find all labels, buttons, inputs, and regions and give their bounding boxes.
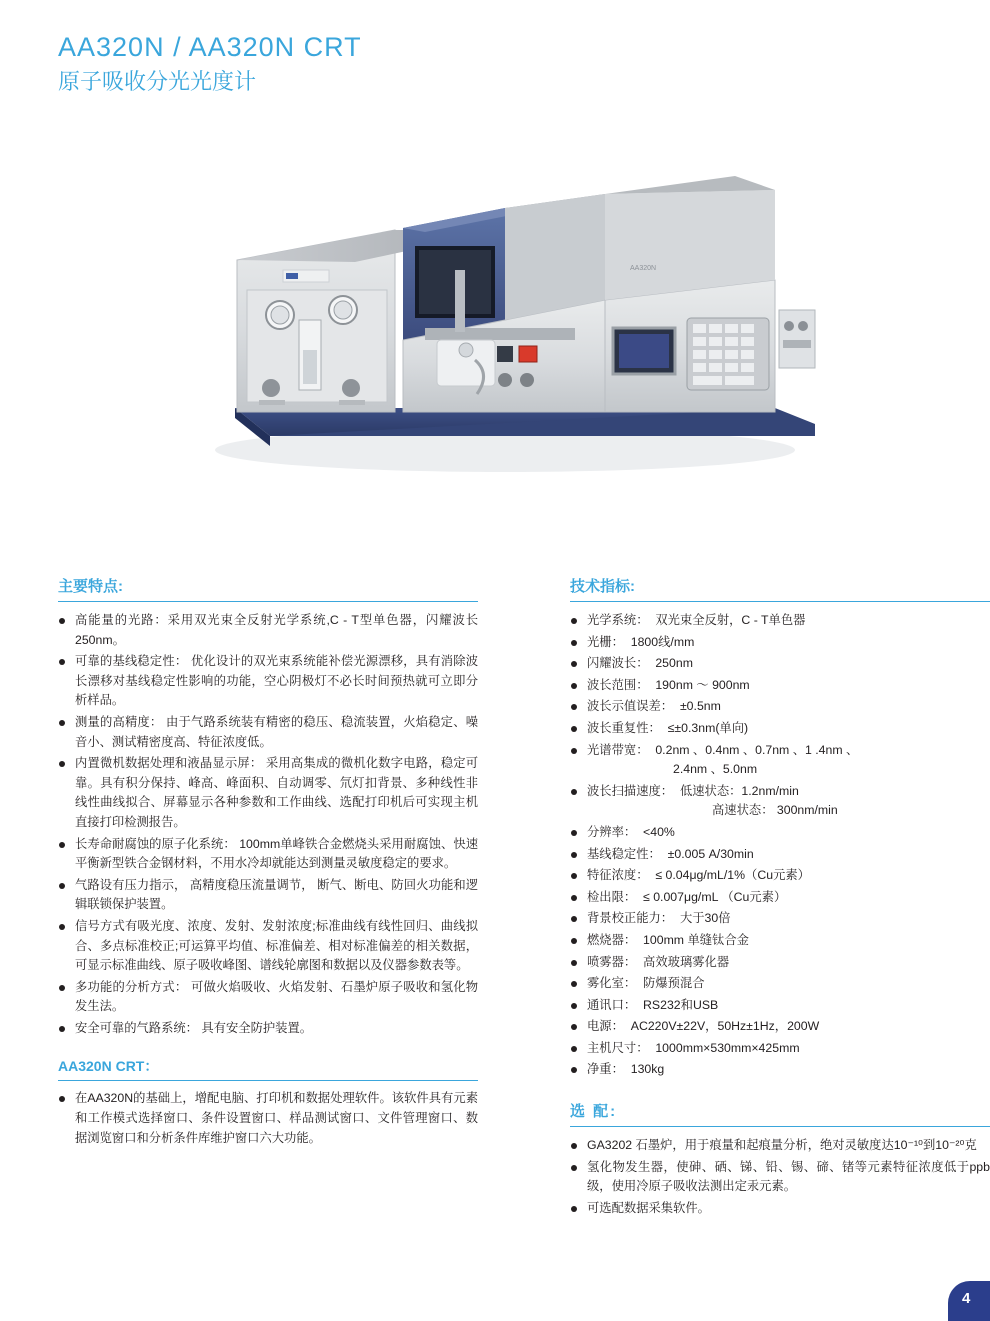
spec-row: [570, 676, 990, 696]
spec-value-cont: 高速状态： 300nm/min: [712, 803, 838, 818]
spec-key: 闪耀波长：: [587, 656, 649, 671]
spec-row: [570, 1060, 990, 1080]
spec-value: 低速状态：1.2nm/min: [679, 783, 799, 798]
spec-key: 波长范围：: [587, 677, 649, 692]
features-column: [58, 575, 478, 1150]
list-item: 安全可靠的气路系统： 具有安全防护装置。: [58, 1019, 478, 1039]
spec-row: [570, 697, 990, 717]
spec-value: ±0.5nm: [679, 699, 721, 714]
spec-row: [570, 633, 990, 653]
spec-row: [570, 909, 990, 929]
spec-value: 130kg: [630, 1062, 665, 1077]
features-title: 主要特点:: [58, 575, 478, 602]
spec-value: 大于30倍: [679, 911, 731, 926]
crt-subtitle: AA320N CRT：: [58, 1056, 478, 1081]
spec-value: 250nm: [655, 656, 693, 671]
list-item: 内置微机数据处理和液晶显示屏： 采用高集成的微机化数字电路，稳定可靠。具有积分保持、峰高、峰面积、自动调零、氘灯扣背景、多种线性非线性曲线拟合、屏幕显示各种参数和工作曲线、选配打印机后可实现主机直接打印检测报告。: [58, 754, 478, 832]
list-item: 高能量的光路：采用双光束全反射光学系统,C - T型单色器，闪耀波长250nm。: [58, 611, 478, 650]
product-photo: [175, 150, 835, 550]
options-list: [570, 1136, 990, 1218]
spec-row: [570, 974, 990, 994]
spec-key: 分辨率：: [587, 824, 637, 839]
list-item: 长寿命耐腐蚀的原子化系统： 100mm单峰铁合金燃烧头采用耐腐蚀、快速平衡新型铁合金钢材料，不用水冷却就能达到测量灵敏度稳定的要求。: [58, 835, 478, 874]
spectrophotometer-illustration: [175, 150, 835, 550]
spec-value: 0.2nm 、0.4nm 、0.7nm 、1 .4nm 、: [655, 742, 859, 757]
spec-row: [570, 823, 990, 843]
list-item: 气路设有压力指示， 高精度稳压流量调节， 断气、断电、防回火功能和逻辑联锁保护装置。: [58, 876, 478, 915]
page-number: 4: [962, 1290, 971, 1307]
spec-value: <40%: [643, 824, 675, 839]
spec-key: 雾化室：: [587, 976, 637, 991]
spec-value: 1000mm×530mm×425mm: [655, 1040, 800, 1055]
spec-value: 双光束全反射，C - T单色器: [655, 613, 806, 627]
list-item: 氢化物发生器，使砷、硒、锑、铅、锡、碲、锗等元素特征浓度低于ppb级，使用冷原子吸收法测出定汞元素。: [570, 1158, 990, 1197]
spec-key: 波长重复性：: [587, 720, 661, 735]
spec-row: [570, 654, 990, 674]
spec-row: [570, 996, 990, 1016]
spec-row: [570, 866, 990, 886]
spec-row: [570, 953, 990, 973]
specs-list: [570, 611, 990, 1080]
spec-key: 光栅：: [587, 634, 624, 649]
spec-value: RS232和USB: [643, 997, 719, 1012]
spec-value: 防爆预混合: [643, 976, 705, 991]
spec-row: [570, 888, 990, 908]
crt-list: [58, 1089, 478, 1148]
spec-key: 光谱带宽：: [587, 742, 649, 757]
spec-value: ≤ 0.04μg/mL/1%（Cu元素）: [655, 868, 810, 883]
spec-key: 波长示值误差：: [587, 699, 674, 714]
specs-title: 技术指标:: [570, 575, 990, 602]
spec-key: 检出限：: [587, 889, 637, 904]
spec-key: 波长扫描速度：: [587, 783, 674, 798]
list-item: 多功能的分析方式： 可做火焰吸收、火焰发射、石墨炉原子吸收和氢化物发生法。: [58, 978, 478, 1017]
spec-key: 电源：: [587, 1019, 624, 1034]
spec-key: 净重：: [587, 1062, 624, 1077]
spec-key: 通讯口：: [587, 997, 637, 1012]
page-title: AA320N / AA320N CRT: [58, 32, 362, 62]
spec-value-cont: 2.4nm 、5.0nm: [673, 762, 758, 777]
spec-value: AC220V±22V，50Hz±1Hz，200W: [630, 1019, 820, 1034]
spec-key: 喷雾器：: [587, 954, 637, 969]
spec-value: ±0.005 A/30min: [667, 846, 754, 861]
spec-value: 高效玻璃雾化器: [643, 954, 730, 969]
page-header: [58, 30, 362, 98]
svg-text:AA320N: AA320N: [630, 265, 657, 272]
spec-value: ≤±0.3nm(单向): [667, 720, 749, 735]
spec-value: 190nm ～ 900nm: [655, 677, 750, 692]
list-item: 信号方式有吸光度、浓度、发射、发射浓度;标准曲线有线性回归、曲线拟合、多点标准校正;可运算平均值、标准偏差、相对标准偏差的相关数据，可显示标准曲线、原子吸收峰图、谱线轮廓图和数据以及仪器参数表等。: [58, 917, 478, 976]
spec-value: ≤ 0.007μg/mL （Cu元素）: [643, 889, 787, 904]
spec-key: 燃烧器：: [587, 932, 637, 947]
features-list: [58, 611, 478, 1038]
spec-key: 光学系统：: [587, 613, 649, 627]
list-item: 测量的高精度： 由于气路系统装有精密的稳压、稳流装置，火焰稳定、噪音小、测试精密度高、特征浓度低。: [58, 713, 478, 752]
spec-key: 特征浓度：: [587, 868, 649, 883]
spec-row: [570, 1017, 990, 1037]
spec-row: [570, 719, 990, 739]
spec-row: [570, 1039, 990, 1059]
spec-value: 1800线/mm: [630, 634, 695, 649]
list-item: 在AA320N的基础上，增配电脑、打印机和数据处理软件。该软件具有元素和工作模式选择窗口、条件设置窗口、样品测试窗口、文件管理窗口、数据浏览窗口和分析条件库维护窗口六大功能。: [58, 1089, 478, 1148]
spec-row: [570, 845, 990, 865]
spec-row: [570, 782, 990, 821]
list-item: 可选配数据采集软件。: [570, 1199, 990, 1219]
spec-row: [570, 611, 990, 631]
page-number-corner: [948, 1281, 990, 1321]
spec-key: 基线稳定性：: [587, 846, 661, 861]
spec-row: [570, 741, 990, 780]
list-item: 可靠的基线稳定性： 优化设计的双光束系统能补偿光源漂移，具有消除波长漂移对基线稳定性影响的功能，空心阴极灯不必长时间预热就可立即分析样品。: [58, 652, 478, 711]
spec-row: [570, 931, 990, 951]
spec-key: 背景校正能力：: [587, 911, 674, 926]
spec-value: 100mm 单缝钛合金: [643, 932, 749, 947]
list-item: GA3202 石墨炉，用于痕量和起痕量分析，绝对灵敏度达10⁻¹⁰到10⁻²⁰克: [570, 1136, 990, 1156]
spec-key: 主机尺寸：: [587, 1040, 649, 1055]
page-subtitle: 原子吸收分光光度计: [58, 69, 257, 94]
options-title: 选 配:: [570, 1100, 990, 1127]
specs-column: [570, 575, 990, 1220]
